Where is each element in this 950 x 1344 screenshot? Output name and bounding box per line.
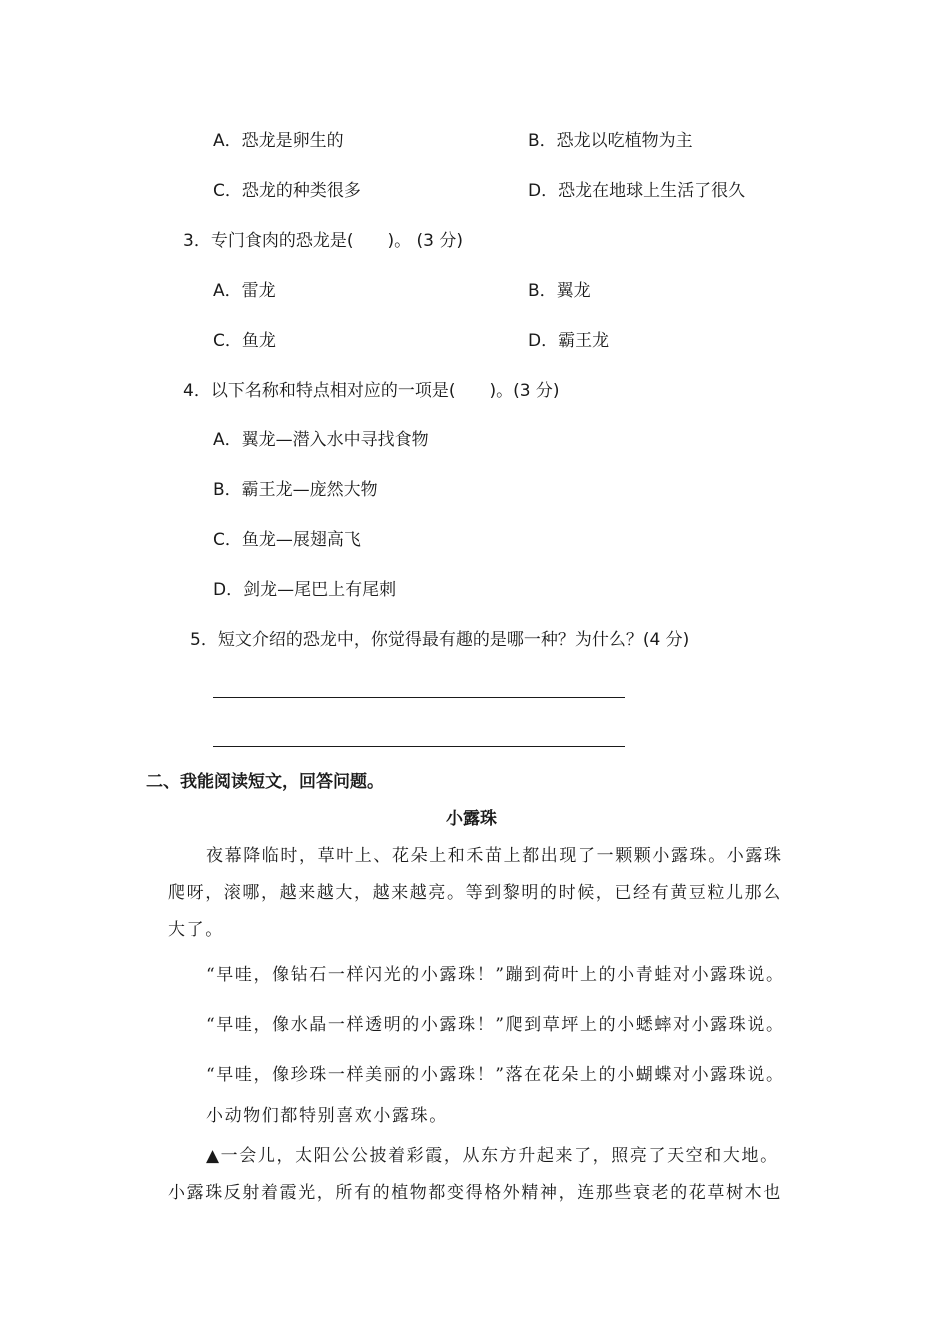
q4-option-b: B．霸王龙—庞然大物 [213,480,378,500]
q3-option-c: C．鱼龙 [213,331,276,351]
section-title: 二、我能阅读短文，回答问题。 [146,772,384,792]
answer-line-1[interactable] [213,697,625,698]
q3-option-b: B．翼龙 [528,281,591,301]
passage-title: 小露珠 [446,809,497,829]
q5-stem: 5．短文介绍的恐龙中，你觉得最有趣的是哪一种？为什么？(4 分) [190,630,690,650]
paragraph-6-line-1: ▲一会儿，太阳公公披着彩霞，从东方升起来了，照亮了天空和大地。 [206,1146,779,1166]
q4-option-a: A．翼龙—潜入水中寻找食物 [213,430,429,450]
q3-stem: 3．专门食肉的恐龙是( )。 (3 分) [183,231,463,251]
paragraph-3: “早哇，像水晶一样透明的小露珠！”爬到草坪上的小蟋蟀对小露珠说。 [206,1015,785,1035]
paragraph-2: “早哇，像钻石一样闪光的小露珠！”蹦到荷叶上的小青蛙对小露珠说。 [206,965,785,985]
q4-option-c: C．鱼龙—展翅高飞 [213,530,361,550]
paragraph-1-line-1: 夜幕降临时，草叶上、花朵上和禾苗上都出现了一颗颗小露珠。小露珠 [206,846,783,866]
paragraph-4: “早哇，像珍珠一样美丽的小露珠！”落在花朵上的小蝴蝶对小露珠说。 [206,1065,785,1085]
paragraph-1-line-3: 大了。 [168,920,224,940]
q2-option-b: B．恐龙以吃植物为主 [528,131,693,151]
paragraph-1-line-2: 爬呀，滚哪，越来越大，越来越亮。等到黎明的时候，已经有黄豆粒儿那么 [168,883,782,903]
q3-option-d: D．霸王龙 [528,331,610,351]
q2-option-c: C．恐龙的种类很多 [213,181,361,201]
q3-option-a: A．雷龙 [213,281,276,301]
q2-option-a: A．恐龙是卵生的 [213,131,344,151]
answer-line-2[interactable] [213,746,625,747]
paragraph-5: 小动物们都特别喜欢小露珠。 [206,1106,448,1126]
q4-stem: 4．以下名称和特点相对应的一项是( )。(3 分) [183,381,560,401]
q4-option-d: D．剑龙—尾巴上有尾刺 [213,580,397,600]
paragraph-6-line-2: 小露珠反射着霞光，所有的植物都变得格外精神，连那些衰老的花草树木也 [168,1183,782,1203]
q2-option-d: D．恐龙在地球上生活了很久 [528,181,746,201]
